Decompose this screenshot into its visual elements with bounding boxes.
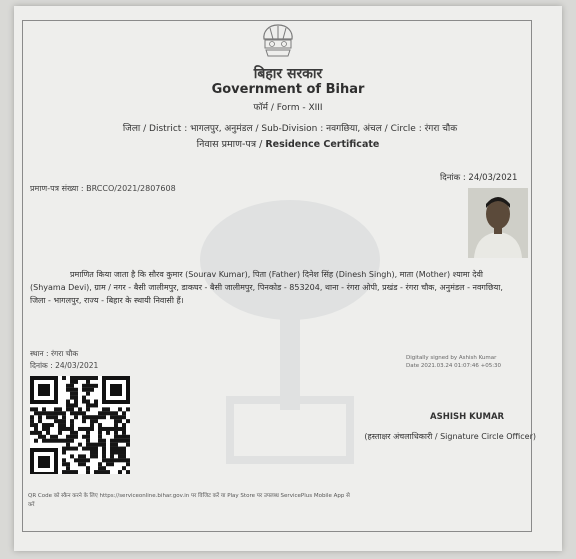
header-title-hindi: बिहार सरकार — [253, 66, 323, 82]
qr-instructions: QR Code को स्कैन करने के लिए https://serviceonline.bihar.gov.in पर विजिट करें या Play Store पर उपलब्ध ServicePlus Mobile App से करें — [28, 493, 350, 508]
certificate-title-hindi: निवास प्रमाण-पत्र / — [196, 139, 266, 150]
place-date: दिनांक : 24/03/2021 — [30, 361, 99, 370]
digital-signature-line1: Digitally signed by Ashish Kumar — [406, 355, 497, 361]
application-number: प्रमाण-पत्र संख्या : BRCCO/2021/2807608 — [30, 184, 176, 193]
district-line: जिला / District : भागलपुर, अनुमंडल / Sub-Division : नवगछिया, अंचल / Circle : रंगरा चौक — [122, 124, 458, 134]
applicant-photo — [468, 188, 528, 258]
issue-date: दिनांक : 24/03/2021 — [440, 173, 518, 183]
certificate-body: प्रमाणित किया जाता है कि सौरव कुमार (Sourav Kumar), पिता (Father) दिनेश सिंह (Dinesh Singh), माता (Mother) श्यामा देवी (Shyama Devi), ग्राम / नगर - बैसी जालीमपुर, डाकघर - बैसी जालीमपुर, पिनकोड - 853204, थाना - रंगरा ओपी, प्रखंड - रंगरा चौक, अनुमंडल - नवगछिया, जिला - भागलपुर, राज्य - बिहार के स्थायी निवासी हैं। — [30, 270, 503, 305]
signer-name: ASHISH KUMAR — [430, 412, 505, 422]
bihar-emblem-icon — [258, 22, 298, 60]
form-number: फॉर्म / Form - XIII — [253, 103, 323, 113]
header-title-english: Government of Bihar — [211, 82, 365, 97]
place-of-issue: स्थान : रंगरा चौक — [30, 349, 79, 358]
signer-title: (हस्ताक्षर अंचलाधिकारी / Signature Circle Officer) — [364, 432, 536, 441]
watermark-tree — [180, 190, 400, 470]
digital-signature-info — [406, 354, 501, 370]
digital-signature-line2: Date 2021.03.24 01:07:46 +05:30 — [406, 363, 502, 369]
certificate-title-english: Residence Certificate — [265, 139, 380, 150]
certificate-title — [0, 137, 576, 150]
qr-code-icon — [30, 376, 130, 474]
